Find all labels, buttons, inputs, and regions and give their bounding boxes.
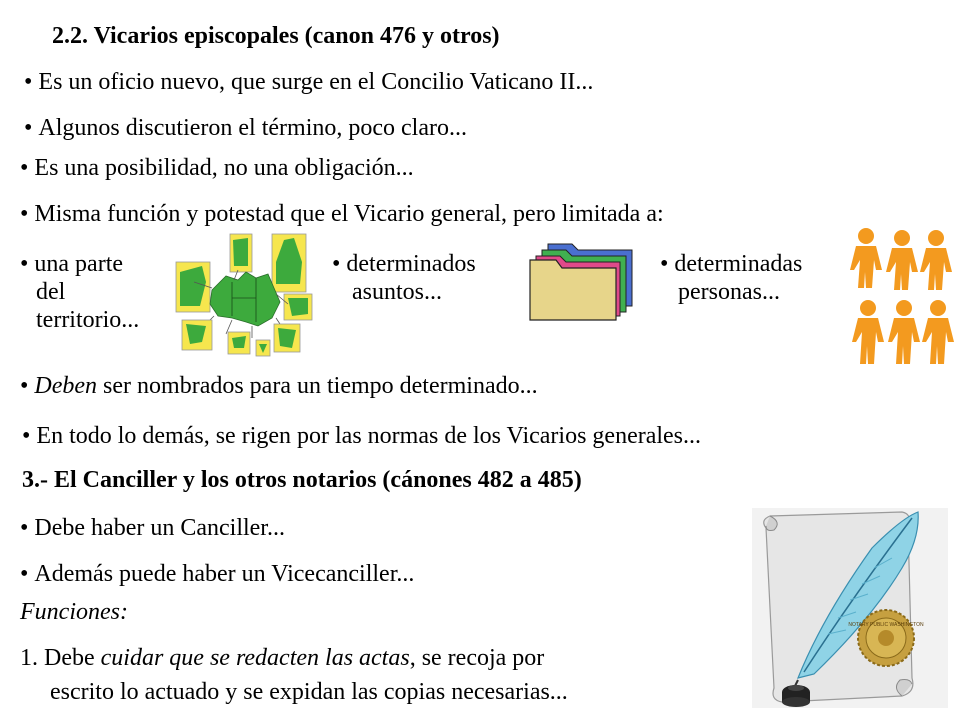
limit-matters-line-2: asuntos... [352,279,442,305]
bullet-oficio-nuevo: • Es un oficio nuevo, que surge en el Concilio Vaticano II... [24,68,593,96]
bullet-canciller: • Debe haber un Canciller... [20,514,285,542]
folders-icon [526,242,636,320]
limit-territory-line-3: territorio... [36,307,140,333]
bullet-posibilidad: • Es una posibilidad, no una obligación... [20,154,414,182]
function-1-line-1 [20,644,544,672]
limit-people-line-1: • determinadas [660,250,860,278]
limit-territory [20,250,170,334]
limit-people-line-2: personas... [678,279,780,305]
deben-emphasis: Deben [34,373,98,399]
function-1-line-2: escrito lo actuado y se expidan las copias necesarias... [50,679,568,705]
people-icon [848,226,956,374]
seal-text: NOTARY PUBLIC WASHINGTON [848,622,924,628]
section-heading-canciller: 3.- El Canciller y los otros notarios (cánones 482 a 485) [22,467,582,493]
bullet-termino: • Algunos discutieron el término, poco claro... [24,114,467,142]
limit-people [660,250,860,306]
australia-map-icon [172,232,320,358]
limit-territory-line-1: • una parte [20,250,170,278]
funciones-label: Funciones: [20,599,128,625]
bullet-deben [20,372,538,400]
bullet-todo-lo-demas: • En todo lo demás, se rigen por las normas de los Vicarios generales... [22,422,701,450]
function-1-rest: , se recoja por [409,645,545,671]
quill-scroll-illustration [752,508,948,708]
limit-territory-line-2: del [36,279,66,305]
bullet-misma-funcion: • Misma función y potestad que el Vicario general, pero limitada a: [20,200,664,228]
section-heading-vicarios: 2.2. Vicarios episcopales (canon 476 y otros) [52,23,500,49]
limit-matters-line-1: • determinados [332,250,522,278]
function-1-emphasis: cuidar que se redacten las actas [100,645,410,671]
function-1-prefix: 1. Debe [20,645,101,671]
limit-matters [332,250,522,306]
deben-rest: ser nombrados para un tiempo determinado... [97,373,538,399]
bullet-vicecanciller: • Además puede haber un Vicecanciller... [20,560,414,588]
